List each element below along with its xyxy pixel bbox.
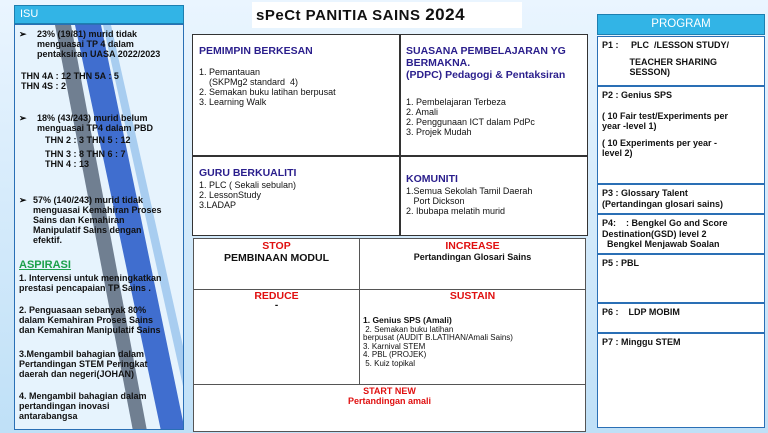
quadrant-title: PEMIMPIN BERKESAN bbox=[199, 45, 313, 57]
spect-sustain-cell bbox=[359, 289, 586, 385]
issue-2-stats: THN 2 : 3 THN 5 : 12 THN 3 : 8 THN 6 : 7 THN 4 : 13 bbox=[45, 135, 131, 169]
quadrant-guru bbox=[192, 156, 400, 236]
increase-value: Pertandingan Glosari Sains bbox=[413, 252, 532, 262]
quadrant-items: 1. Pemantauan (SKPMg2 standard 4) 2. Semakan buku latihan berpusat 3. Learning Walk bbox=[199, 67, 336, 107]
quadrant-items: 1.Semua Sekolah Tamil Daerah Port Dickson 2. Ibubapa melatih murid bbox=[406, 186, 533, 216]
quadrant-komuniti bbox=[400, 156, 588, 236]
quadrant-pemimpin bbox=[192, 34, 400, 156]
bullet-arrow-icon: ➢ bbox=[19, 113, 27, 123]
aspirasi-3: 3.Mengambil bahagian dalam Pertandingan STEM Peringkat daerah dan negeri(JOHAN) bbox=[19, 349, 148, 379]
quadrant-title: SUASANA PEMBELAJARAN YG BERMAKNA. (PDPC) Pedagogi & Pentaksiran bbox=[406, 45, 566, 81]
increase-label: INCREASE bbox=[445, 240, 500, 252]
aspirasi-4: 4. Mengambil bahagian dalam pertandingan inovasi antarabangsa bbox=[19, 391, 147, 421]
issue-2: 18% (43/243) murid belum menguasai TP4 dalam PBD bbox=[37, 113, 154, 133]
spect-startnew-cell bbox=[193, 384, 586, 432]
page-title bbox=[252, 2, 522, 28]
aspirasi-title: ASPIRASI bbox=[19, 259, 71, 271]
spect-increase-cell bbox=[359, 238, 586, 290]
page-title-year: 2024 bbox=[425, 5, 466, 24]
quadrant-suasana bbox=[400, 34, 588, 156]
quadrant-items: 1. Pembelajaran Terbeza 2. Amali 2. Penggunaan ICT dalam PdPc 3. Projek Mudah bbox=[406, 97, 535, 137]
program-header: PROGRAM bbox=[597, 14, 765, 35]
quadrant-title: KOMUNITI bbox=[406, 173, 458, 185]
program-p2: P2 : Genius SPS ( 10 Fair test/Experiments per year -level 1) ( 10 Experiments per year - level 2) bbox=[597, 86, 765, 184]
program-p6: P6 : LDP MOBIM bbox=[597, 303, 765, 333]
aspirasi-2: 2. Penguasaan sebanyak 80% dalam Kemahiran Proses Sains dan Kemahiran Manipulatif Sains bbox=[19, 305, 161, 335]
page-title-text: sPeCt PANITIA SAINS bbox=[256, 7, 421, 24]
stop-label: STOP bbox=[262, 240, 291, 252]
issue-1-stats: THN 4A : 12 THN 5A : 5 THN 4S : 2 bbox=[21, 71, 119, 91]
sustain-label: SUSTAIN bbox=[449, 290, 496, 302]
reduce-value: - bbox=[274, 300, 279, 311]
program-p1: P1 : PLC /LESSON STUDY/ TEACHER SHARING SESSON) bbox=[597, 36, 765, 86]
aspirasi-1: 1. Intervensi untuk meningkatkan prestasi pencapaian TP Sains . bbox=[19, 273, 162, 293]
stop-value: PEMBINAAN MODUL bbox=[224, 252, 329, 264]
issue-1: 23% (19/81) murid tidak menguasai TP 4 dalam pentaksiran UASA 2022/2023 bbox=[37, 29, 161, 59]
bullet-arrow-icon: ➢ bbox=[19, 29, 27, 39]
isu-panel bbox=[14, 24, 184, 430]
program-p4: P4: : Bengkel Go and Score Destination(GSD) level 2 Bengkel Menjawab Soalan bbox=[597, 214, 765, 254]
quadrant-items: 1. PLC ( Sekali sebulan) 2. LessonStudy 3.LADAP bbox=[199, 180, 297, 210]
program-p3: P3 : Glossary Talent (Pertandingan glosari sains) bbox=[597, 184, 765, 214]
bullet-arrow-icon: ➢ bbox=[19, 195, 27, 205]
quadrant-title: GURU BERKUALITI bbox=[199, 167, 297, 179]
program-p5: P5 : PBL bbox=[597, 254, 765, 303]
reduce-label: REDUCE bbox=[254, 290, 299, 302]
isu-header: ISU bbox=[14, 5, 184, 24]
startnew-label: START NEW bbox=[363, 386, 416, 396]
sustain-items: 1. Genius SPS (Amali) 2. Semakan buku latihan berpusat (AUDIT B.LATIHAN/Amali Sains) 3. Karnival STEM 4. PBL (PROJEK) 5. Kuiz topikal bbox=[363, 315, 513, 368]
spect-stop-cell bbox=[193, 238, 360, 290]
program-p7: P7 : Minggu STEM bbox=[597, 333, 765, 428]
spect-reduce-cell bbox=[193, 289, 360, 385]
startnew-value: Pertandingan amali bbox=[347, 396, 432, 406]
issue-3: 57% (140/243) murid tidak menguasai Kemahiran Proses Sains dan Kemahiran Manipulatif Sains dengan efektif. bbox=[33, 195, 162, 245]
